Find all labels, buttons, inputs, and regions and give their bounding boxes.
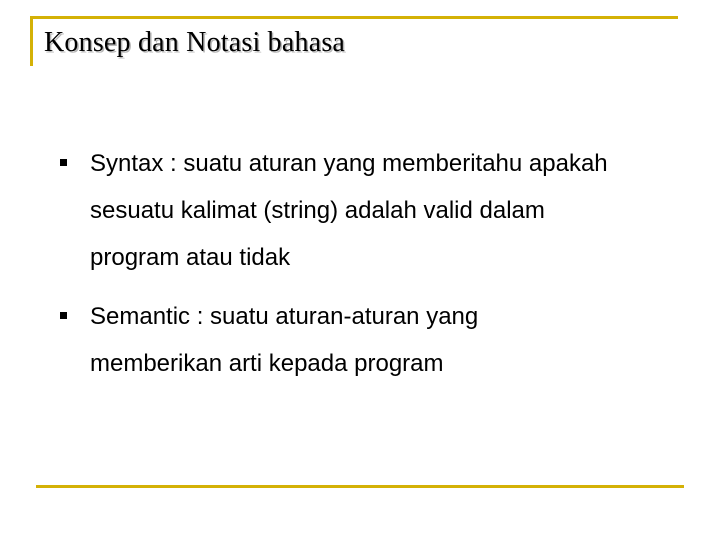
bullet-line: memberikan arti kepada program xyxy=(90,350,444,377)
bullet-line: program atau tidak xyxy=(90,244,291,271)
bullet-list xyxy=(60,140,680,399)
top-accent-rule xyxy=(30,16,678,19)
square-bullet-icon xyxy=(60,312,67,319)
bullet-item-syntax xyxy=(60,140,680,281)
bullet-item-semantic xyxy=(60,293,680,387)
left-accent-rule xyxy=(30,16,33,66)
slide-title: Konsep dan Notasi bahasa xyxy=(44,27,346,58)
bottom-accent-rule xyxy=(36,485,684,488)
bullet-line: Syntax : suatu aturan yang memberitahu apakah xyxy=(90,150,608,177)
square-bullet-icon xyxy=(60,159,67,166)
bullet-line: sesuatu kalimat (string) adalah valid dalam xyxy=(90,197,545,224)
bullet-line: Semantic : suatu aturan-aturan yang xyxy=(90,303,479,330)
